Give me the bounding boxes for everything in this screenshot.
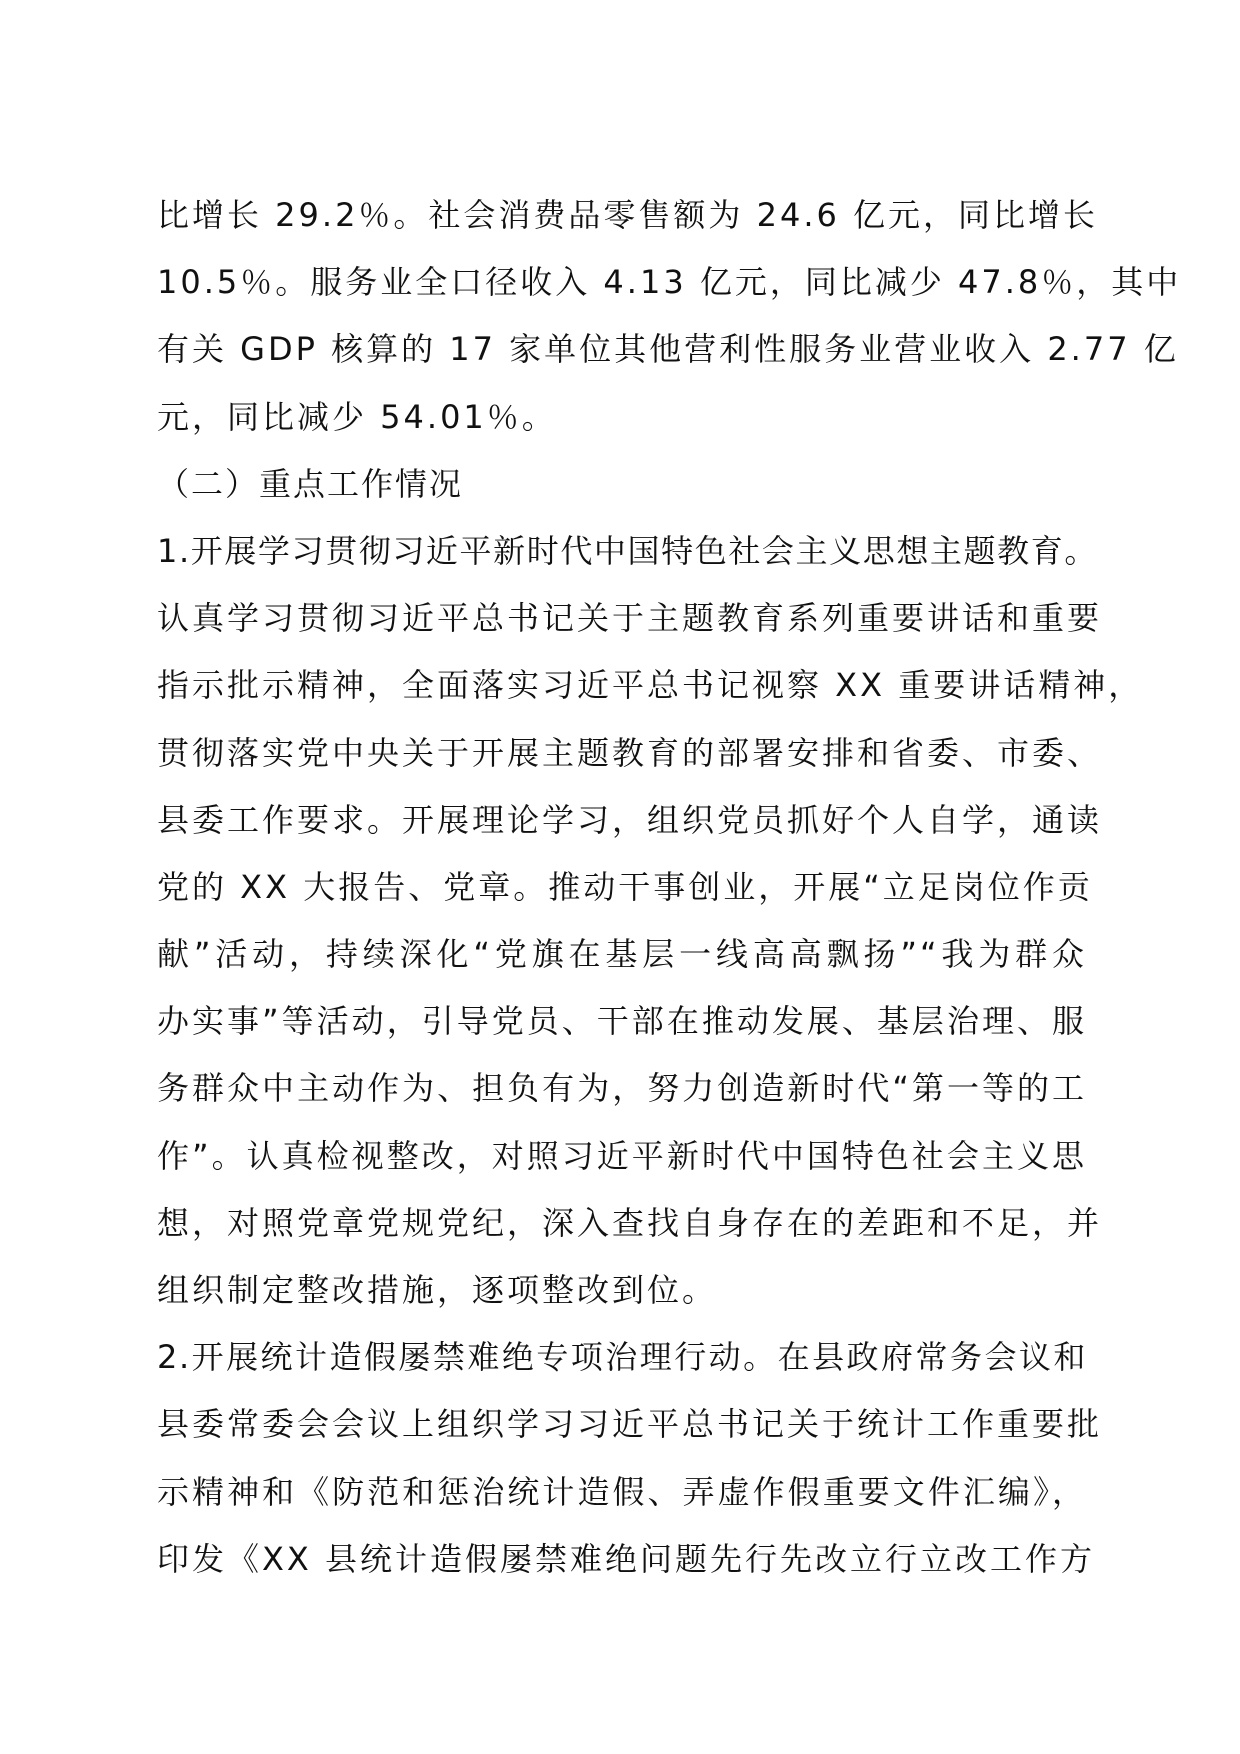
text-line: 指示批示精神，全面落实习近平总书记视察 XX 重要讲话精神， <box>157 666 1144 705</box>
numbered-item-heading: 2.开展统计造假屡禁难绝专项治理行动。在县政府常务会议和 <box>157 1338 1087 1377</box>
text-line: 元，同比减少 54.01％。 <box>157 397 557 436</box>
numbered-item-heading: 1.开展学习贯彻习近平新时代中国特色社会主义思想主题教育。 <box>157 531 1098 570</box>
text-line: 贯彻落实党中央关于开展主题教育的部署安排和省委、市委、 <box>157 733 1103 772</box>
text-line: 认真学习贯彻习近平总书记关于主题教育系列重要讲话和重要 <box>157 599 1103 638</box>
text-line: 办实事”等活动，引导党员、干部在推动发展、基层治理、服 <box>157 1002 1087 1041</box>
text-line: 印发《XX 县统计造假屡禁难绝问题先行先改立行立改工作方 <box>157 1539 1096 1578</box>
document-body <box>157 182 1182 1593</box>
text-line: 县委工作要求。开展理论学习，组织党员抓好个人自学，通读 <box>157 800 1103 839</box>
text-line: 想，对照党章党规党纪，深入查找自身存在的差距和不足，并 <box>157 1203 1103 1242</box>
text-line: 比增长 29.2％。社会消费品零售额为 24.6 亿元，同比增长 <box>157 196 1099 234</box>
text-line: 县委常委会会议上组织学习习近平总书记关于统计工作重要批 <box>157 1405 1103 1444</box>
section-heading: （二）重点工作情况 <box>157 464 464 503</box>
text-line: 献”活动，持续深化“党旗在基层一线高高飘扬”“我为群众 <box>157 935 1087 974</box>
text-line: 示精神和《防范和惩治统计造假、弄虚作假重要文件汇编》， <box>157 1472 1087 1511</box>
text-line: 党的 XX 大报告、党章。推动干事创业，开展“立足岗位作贡 <box>157 867 1093 906</box>
text-line: 作”。认真检视整改，对照习近平新时代中国特色社会主义思 <box>157 1136 1087 1175</box>
text-line: 10.5％。服务业全口径收入 4.13 亿元，同比减少 47.8％，其中 <box>157 263 1182 302</box>
text-line: 务群众中主动作为、担负有为，努力创造新时代“第一等的工 <box>157 1069 1087 1108</box>
text-line: 有关 GDP 核算的 17 家单位其他营利性服务业营业收入 2.77 亿 <box>157 330 1179 369</box>
text-line: 组织制定整改措施，逐项整改到位。 <box>157 1271 718 1309</box>
